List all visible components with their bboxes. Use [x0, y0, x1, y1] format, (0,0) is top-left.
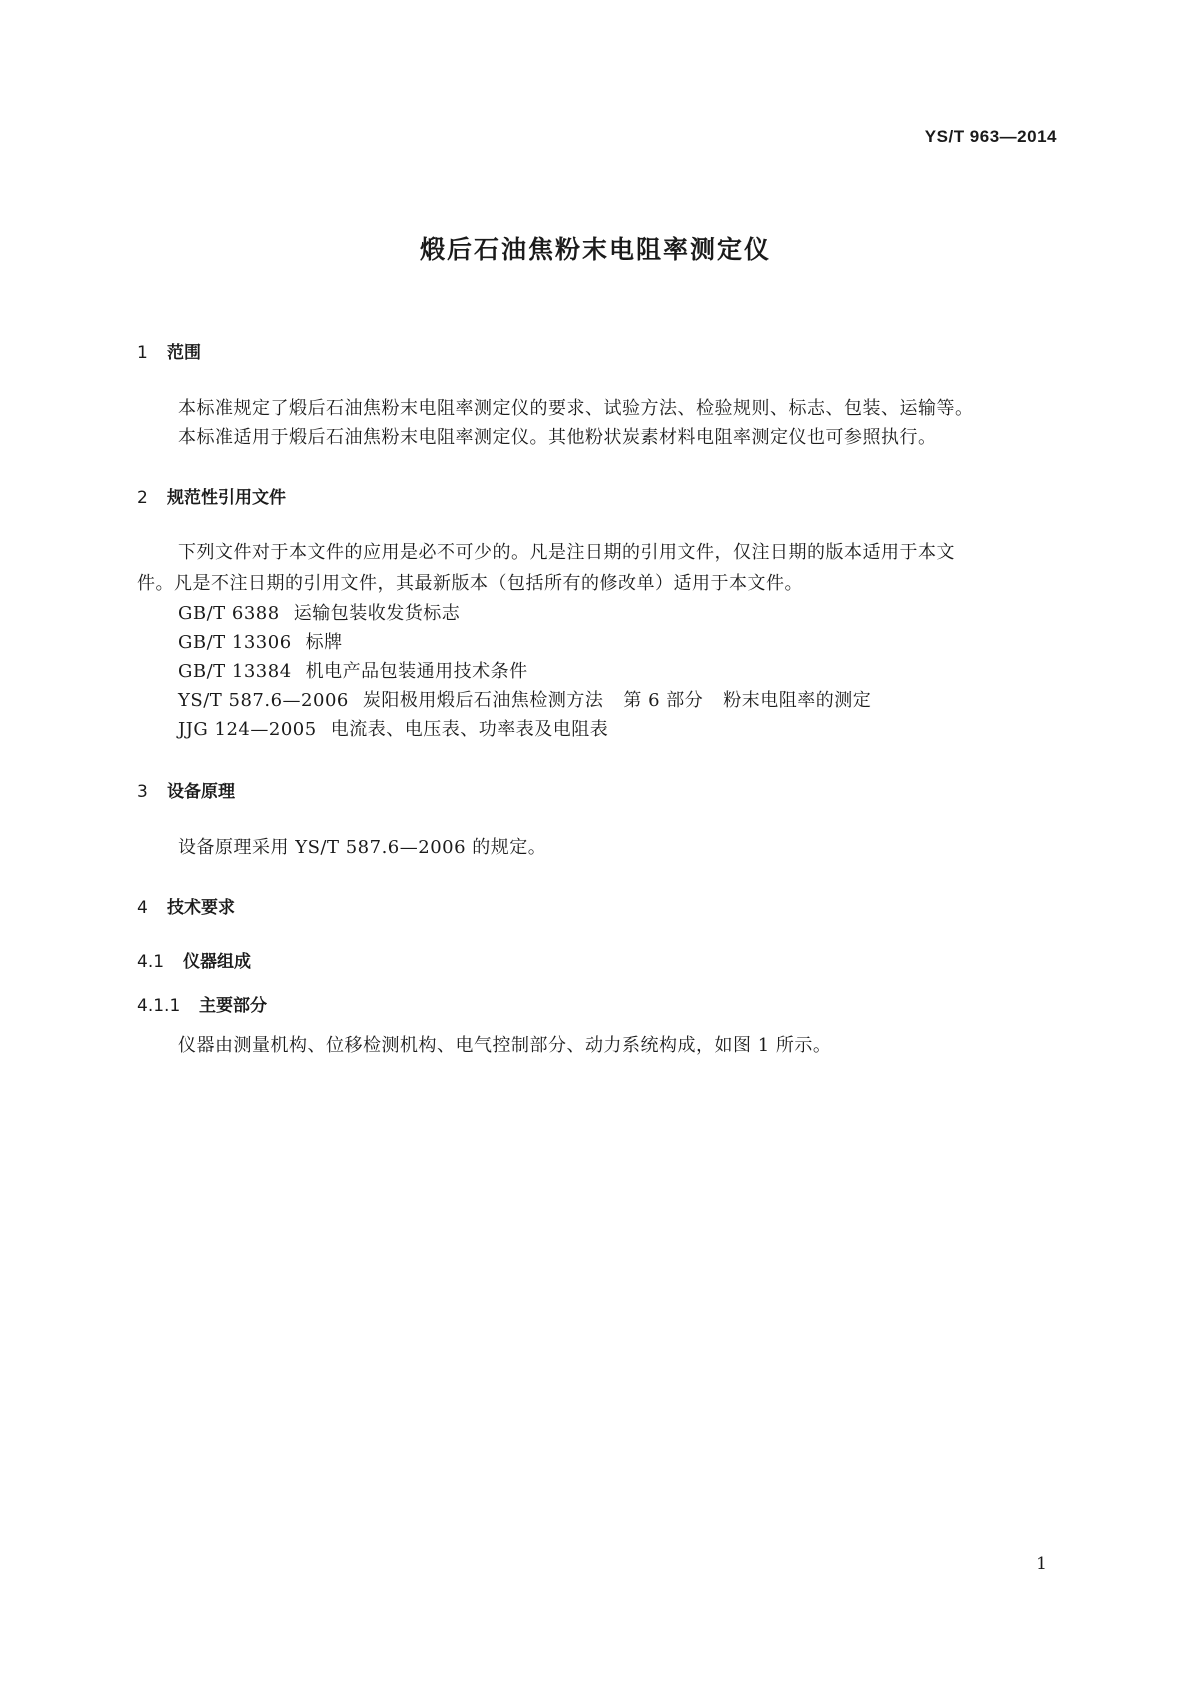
standard-code: YS/T 963—2014 — [924, 127, 1057, 146]
section-title: 仪器组成 — [183, 952, 251, 972]
section-heading-3 — [137, 777, 235, 802]
reference-item — [178, 598, 460, 629]
page-number: 1 — [1036, 1554, 1047, 1574]
paragraph-principle: 设备原理采用 YS/T 587.6—2006 的规定。 — [178, 837, 547, 858]
section-heading-4-1-1 — [137, 991, 267, 1016]
reference-item — [178, 714, 608, 745]
paragraph-scope-1: 本标准规定了煅后石油焦粉末电阻率测定仪的要求、试验方法、检验规则、标志、包装、运输等。 — [178, 398, 974, 419]
section-number: 3 — [137, 782, 148, 802]
reference-item — [178, 685, 871, 716]
reference-code: YS/T 587.6—2006 — [178, 690, 349, 711]
section-title: 设备原理 — [167, 782, 235, 802]
section-title: 范围 — [167, 343, 201, 363]
section-title: 技术要求 — [167, 898, 235, 918]
intro-line-1: 下列文件对于本文件的应用是必不可少的。凡是注日期的引用文件，仅注日期的版本适用于本文 — [178, 542, 955, 563]
section-title: 规范性引用文件 — [167, 488, 286, 508]
paragraph-scope-2: 本标准适用于煅后石油焦粉末电阻率测定仪。其他粉状炭素材料电阻率测定仪也可参照执行。 — [178, 427, 937, 448]
reference-part-title: 粉末电阻率的测定 — [723, 690, 872, 711]
paragraph-references-intro — [137, 537, 1067, 599]
section-number: 4.1.1 — [137, 996, 181, 1016]
section-heading-4 — [137, 893, 235, 918]
reference-code: GB/T 13384 — [178, 661, 292, 682]
section-title: 主要部分 — [199, 996, 267, 1016]
reference-part: 第 6 部分 — [623, 690, 704, 711]
reference-item — [178, 656, 528, 687]
reference-title: 标牌 — [305, 632, 343, 653]
section-number: 4.1 — [137, 952, 165, 972]
reference-code: JJG 124—2005 — [178, 719, 317, 740]
reference-code: GB/T 13306 — [178, 632, 292, 653]
section-heading-1 — [137, 338, 201, 363]
section-number: 4 — [137, 898, 148, 918]
intro-line-2: 件。凡是不注日期的引用文件，其最新版本（包括所有的修改单）适用于本文件。 — [137, 573, 803, 594]
reference-code: GB/T 6388 — [178, 603, 280, 624]
document-title: 煅后石油焦粉末电阻率测定仪 — [419, 235, 771, 264]
reference-title: 炭阳极用煅后石油焦检测方法 — [362, 690, 604, 711]
reference-title: 机电产品包装通用技术条件 — [305, 661, 528, 682]
section-number: 2 — [137, 488, 148, 508]
section-number: 1 — [137, 343, 148, 363]
reference-title: 运输包装收发货标志 — [293, 603, 461, 624]
reference-item — [178, 627, 343, 658]
section-heading-2 — [137, 483, 286, 508]
paragraph-main-parts: 仪器由测量机构、位移检测机构、电气控制部分、动力系统构成，如图 1 所示。 — [178, 1035, 832, 1056]
reference-title: 电流表、电压表、功率表及电阻表 — [330, 719, 609, 740]
section-heading-4-1 — [137, 947, 251, 972]
